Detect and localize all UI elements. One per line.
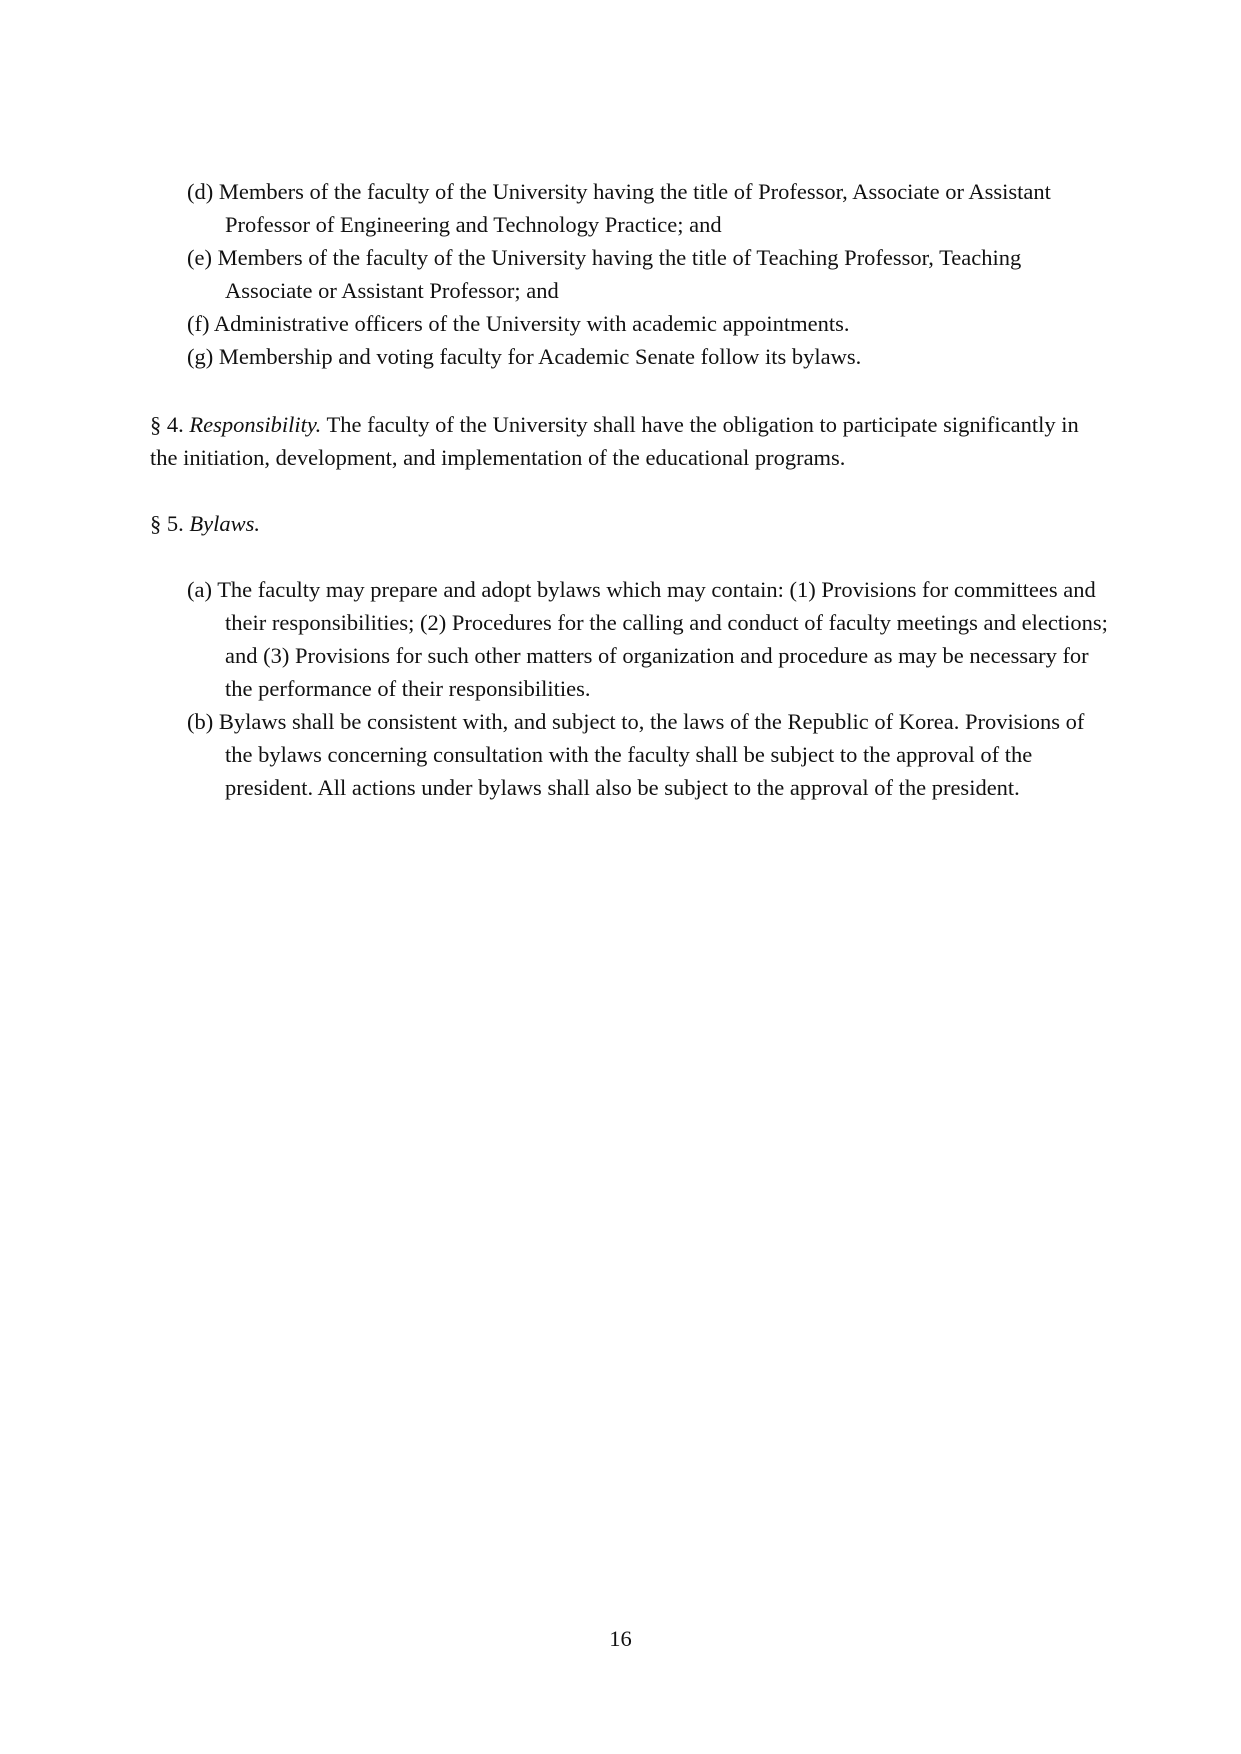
section-heading: Responsibility. — [189, 412, 322, 437]
section-5-heading — [150, 507, 1110, 540]
bylaws-list — [150, 573, 1110, 804]
section-heading: Bylaws. — [189, 511, 260, 536]
list-item: (g) Membership and voting faculty for Academic Senate follow its bylaws. — [187, 344, 862, 369]
page-number: 16 — [609, 1626, 632, 1651]
section-body: The faculty of the University shall have the obligation to participate significantly in the initiation, development, and implementation of the educational programs. — [150, 412, 1079, 470]
section-number: § 4. — [150, 412, 184, 437]
list-item: (b) Bylaws shall be consistent with, and subject to, the laws of the Republic of Korea. Provisions of the bylaws concerning consultation with the faculty shall be subject to the approval of the president. All actions under bylaws shall also be subject to the approval of the president. — [187, 709, 1085, 800]
section-4-paragraph — [150, 408, 1110, 474]
section-number: § 5. — [150, 511, 184, 536]
list-item: (d) Members of the faculty of the University having the title of Professor, Associate or Assistant Professor of Engineering and Technology Practice; and — [187, 179, 1051, 237]
list-item: (f) Administrative officers of the University with academic appointments. — [187, 311, 850, 336]
list-item: (e) Members of the faculty of the University having the title of Teaching Professor, Teaching Associate or Assistant Professor; and — [187, 245, 1022, 303]
list-item: (a) The faculty may prepare and adopt bylaws which may contain: (1) Provisions for committees and their responsibilities; (2) Procedures for the calling and conduct of faculty meetings and elections; and (3) Provisions for such other matters of organization and procedure as may be necessary for the performance of their responsibilities. — [187, 577, 1108, 701]
section-4-responsibility — [150, 408, 1110, 474]
faculty-membership-list — [150, 175, 1110, 373]
